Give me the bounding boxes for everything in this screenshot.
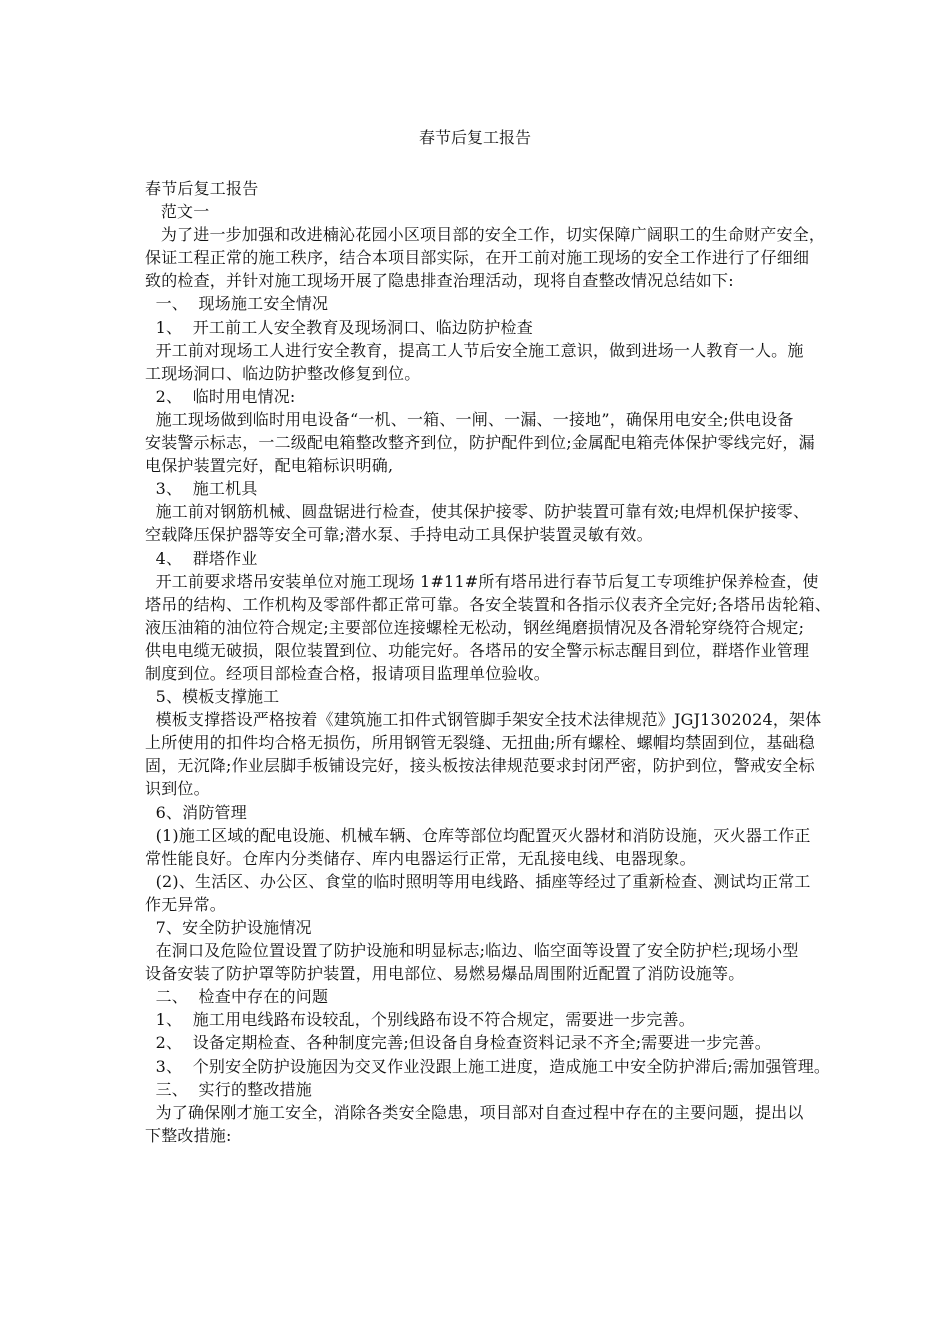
paragraph-line: 为了进一步加强和改进楠沁花园小区项目部的安全工作，切实保障广阔职工的生命财产安全， xyxy=(145,225,826,245)
paragraph-line: 1、 施工用电线路布设较乱，个别线路布设不符合规定，需要进一步完善。 xyxy=(145,1010,695,1030)
paragraph-line: 3、 个别安全防护设施因为交叉作业没跟上施工进度，造成施工中安全防护滞后;需加强管理。 xyxy=(145,1056,831,1076)
paragraph-line: 4、 群塔作业 xyxy=(145,548,258,568)
paragraph-line: 2、 设备定期检查、各种制度完善;但设备自身检查资料记录不齐全;需要进一步完善。 xyxy=(145,1033,771,1053)
paragraph-line: 3、 施工机具 xyxy=(145,479,258,499)
paragraph-line: 致的检查，并针对施工现场开展了隐患排查治理活动，现将自查整改情况总结如下: xyxy=(145,271,734,291)
document-body xyxy=(145,177,831,1147)
paragraph-line: 下整改措施: xyxy=(145,1125,232,1145)
paragraph-line: 制度到位。经项目部检查合格，报请项目监理单位验收。 xyxy=(145,663,551,683)
paragraph-line: 在洞口及危险位置设置了防护设施和明显标志;临边、临空面等设置了安全防护栏;现场小型 xyxy=(145,941,799,961)
paragraph-line: 上所使用的扣件均合格无损伤，所用钢管无裂缝、无扭曲;所有螺栓、螺帽均禁固到位，基础稳 xyxy=(145,733,815,753)
paragraph-line: 保证工程正常的施工秩序，结合本项目部实际，在开工前对施工现场的安全工作进行了仔细细 xyxy=(145,248,810,268)
paragraph-line: 春节后复工报告 xyxy=(145,179,259,198)
paragraph-line: 空载降压保护器等安全可靠;潜水泵、手持电动工具保护装置灵敏有效。 xyxy=(145,525,653,545)
paragraph-line: 作无异常。 xyxy=(145,894,227,914)
paragraph-line: 设备安装了防护罩等防护装置，用电部位、易燃易爆品周围附近配置了消防设施等。 xyxy=(145,964,745,984)
document-title: 春节后复工报告 xyxy=(418,128,531,147)
paragraph-line: 常性能良好。仓库内分类储存、库内电器运行正常，无乱接电线、电器现象。 xyxy=(145,848,696,868)
paragraph-line: 7、安全防护设施情况 xyxy=(145,918,312,937)
paragraph-line: 2、 临时用电情况: xyxy=(145,386,296,406)
paragraph-line: (2)、生活区、办公区、食堂的临时照明等用电线路、插座等经过了重新检查、测试均正常工 xyxy=(145,871,811,891)
paragraph-line: 1、 开工前工人安全教育及现场洞口、临边防护检查 xyxy=(145,317,533,337)
paragraph-line: (1)施工区域的配电设施、机械车辆、仓库等部位均配置灭火器材和消防设施，灭火器工作正 xyxy=(145,825,811,845)
paragraph-line: 二、 检查中存在的问题 xyxy=(145,987,329,1007)
paragraph-line: 为了确保刚才施工安全，消除各类安全隐患，项目部对自查过程中存在的主要问题，提出以 xyxy=(145,1102,804,1122)
paragraph-line: 范文一 xyxy=(145,202,210,222)
paragraph-line: 模板支撑搭设严格按着《建筑施工扣件式钢管脚手架安全技术法律规范》JGJ1302024，架体 xyxy=(145,710,822,730)
paragraph-line: 开工前要求塔吊安装单位对施工现场 1#11#所有塔吊进行春节后复工专项维护保养检查，使 xyxy=(145,571,819,591)
paragraph-line: 塔吊的结构、工作机构及零部件都正常可靠。各安全装置和各指示仪表齐全完好;各塔吊齿轮箱、 xyxy=(145,594,831,614)
paragraph-line: 固，无沉降;作业层脚手板铺设完好，接头板按法律规范要求封闭严密，防护到位，警戒安全标 xyxy=(145,756,815,776)
paragraph-line: 一、 现场施工安全情况 xyxy=(145,294,329,314)
paragraph-line: 液压油箱的油位符合规定;主要部位连接螺栓无松动，钢丝绳磨损情况及各滑轮穿绕符合规定; xyxy=(145,617,805,637)
paragraph-line: 施工现场做到临时用电设备“一机、一箱、一闸、一漏、一接地”，确保用电安全;供电设备 xyxy=(145,409,794,429)
paragraph-line: 施工前对钢筋机械、圆盘锯进行检查，使其保护接零、防护装置可靠有效;电焊机保护接零、 xyxy=(145,502,810,522)
paragraph-line: 工现场洞口、临边防护整改修复到位。 xyxy=(145,363,421,383)
paragraph-line: 开工前对现场工人进行安全教育，提高工人节后安全施工意识，做到进场一人教育一人。施 xyxy=(145,340,804,360)
paragraph-line: 电保护装置完好，配电箱标识明确, xyxy=(145,456,394,476)
paragraph-line: 安装警示标志，一二级配电箱整改整齐到位，防护配件到位;金属配电箱壳体保护零线完好，漏 xyxy=(145,433,815,453)
paragraph-line: 识到位。 xyxy=(145,779,210,799)
paragraph-line: 5、模板支撑施工 xyxy=(145,687,280,707)
paragraph-line: 供电电缆无破损，限位装置到位、功能完好。各塔吊的安全警示标志醒目到位，群塔作业管理 xyxy=(145,640,810,660)
paragraph-line: 6、消防管理 xyxy=(145,802,247,822)
paragraph-line: 三、 实行的整改措施 xyxy=(145,1079,312,1099)
